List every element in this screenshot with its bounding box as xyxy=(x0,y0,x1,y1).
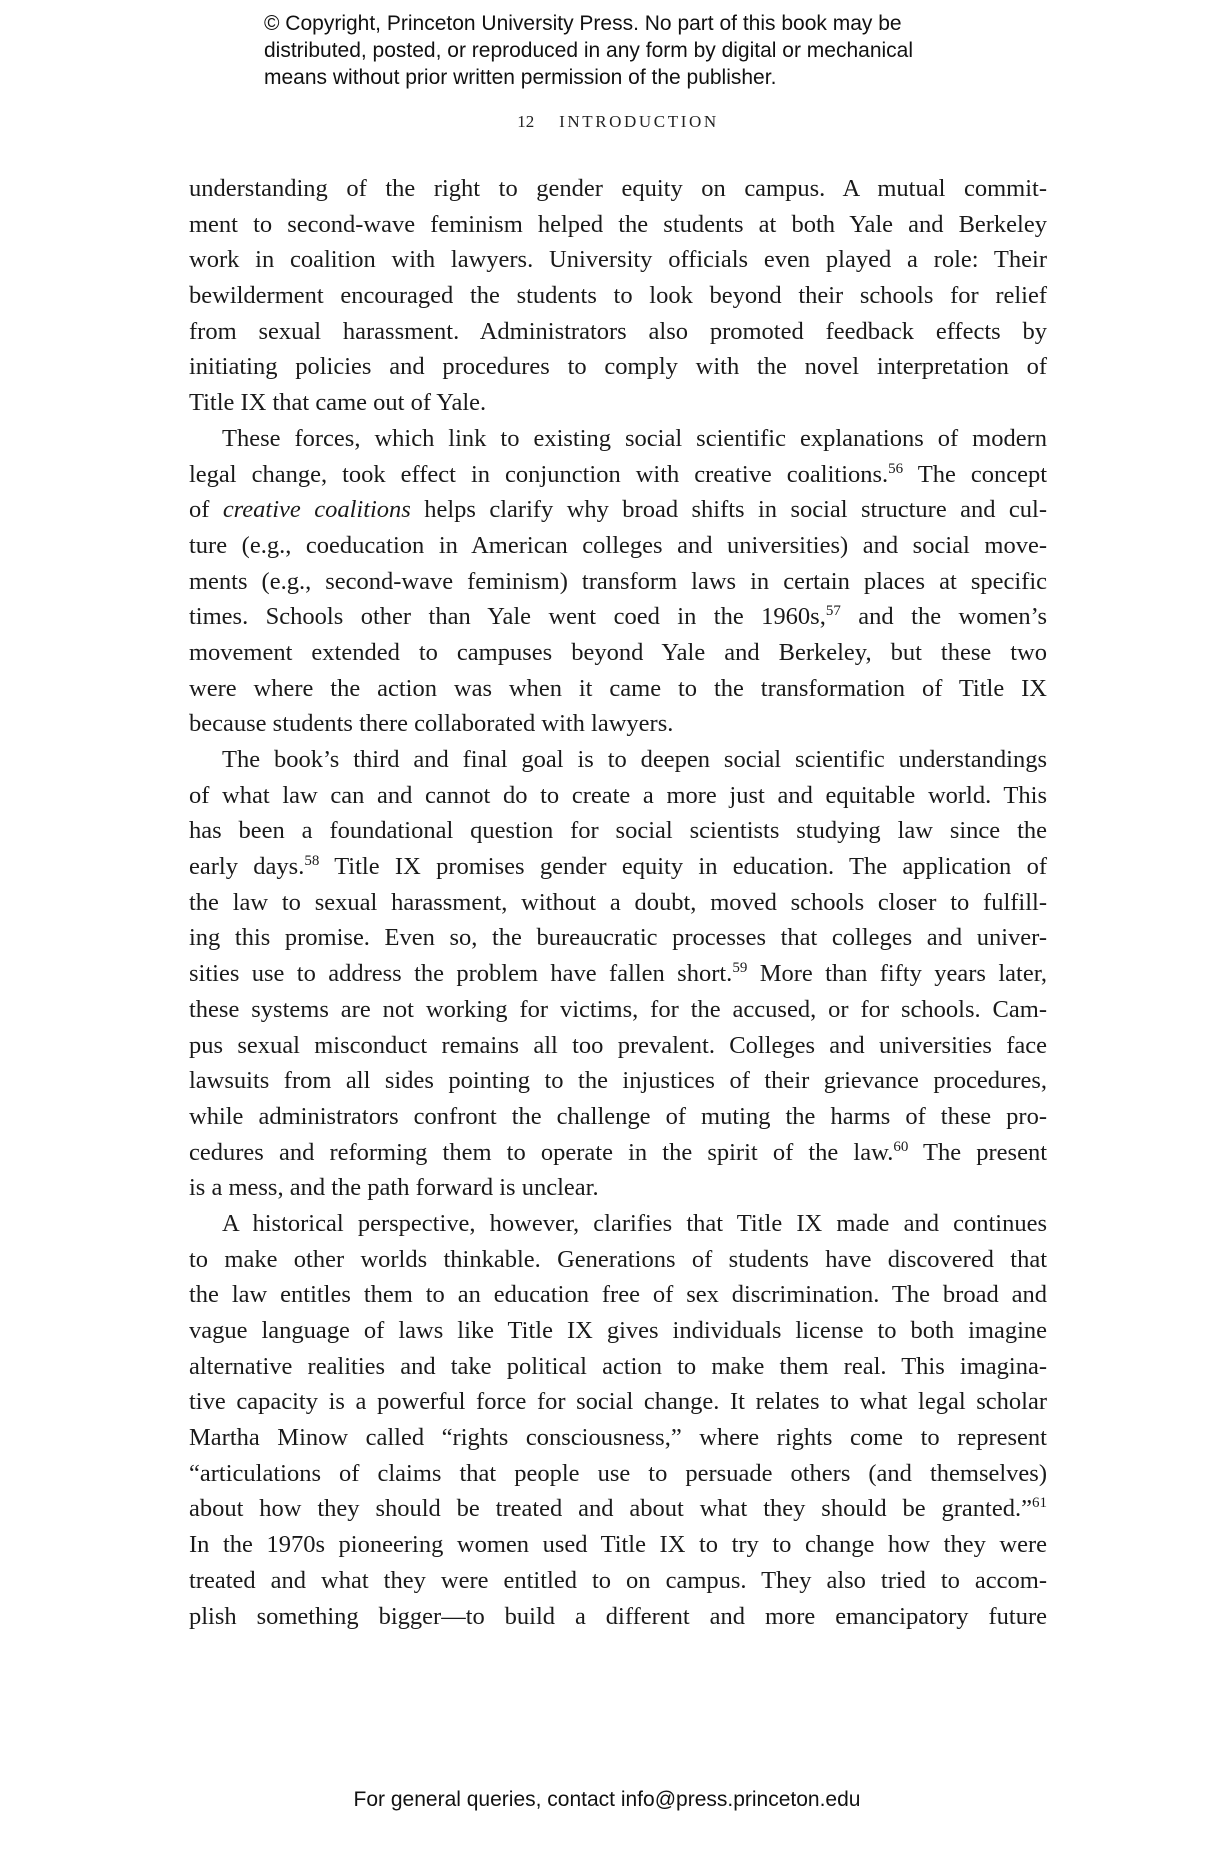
text-run: because students there collaborated with lawyers. xyxy=(189,710,674,738)
text-line xyxy=(189,278,1047,314)
text-run: Title IX promises gender equity in education. The application of xyxy=(319,853,1048,881)
text-line xyxy=(189,1170,1047,1206)
text-line xyxy=(189,1456,1047,1492)
footnote-ref: 57 xyxy=(825,603,841,620)
text-line xyxy=(189,171,1047,207)
copyright-line: © Copyright, Princeton University Press. No part of this book may be xyxy=(264,12,902,35)
text-run: plish something bigger—to build a different and more emancipatory future xyxy=(189,1602,1047,1630)
text-run: has been a foundational question for social scientists studying law since the xyxy=(189,817,1047,845)
text-run: is a mess, and the path forward is unclear. xyxy=(189,1174,599,1202)
text-line xyxy=(189,1420,1047,1456)
page-number: 12 xyxy=(517,112,535,131)
text-run: tive capacity is a powerful force for social change. It relates to what legal scholar xyxy=(189,1388,1047,1416)
footnote-ref: 56 xyxy=(888,460,904,477)
text-line xyxy=(189,1099,1047,1135)
text-line xyxy=(189,849,1047,885)
text-line xyxy=(189,1242,1047,1278)
text-run: and the women’s xyxy=(840,603,1047,631)
copyright-notice xyxy=(264,10,913,91)
text-run: The concept xyxy=(903,460,1047,488)
text-run: ture (e.g., coeducation in American colleges and universities) and social move- xyxy=(189,531,1047,559)
text-line xyxy=(189,956,1047,992)
text-line xyxy=(189,885,1047,921)
text-line xyxy=(189,242,1047,278)
text-line xyxy=(189,528,1047,564)
text-run: “articulations of claims that people use to persuade others (and themselves) xyxy=(189,1459,1047,1487)
text-line xyxy=(189,1599,1047,1635)
text-line xyxy=(189,1135,1047,1171)
footnote-ref: 60 xyxy=(893,1138,909,1155)
text-run: sities use to address the problem have fallen short. xyxy=(189,960,733,988)
text-line xyxy=(189,492,1047,528)
text-run: treated and what they were entitled to on campus. They also tried to accom- xyxy=(189,1566,1047,1594)
text-run: early days. xyxy=(189,853,305,881)
text-run: The present xyxy=(908,1138,1048,1166)
text-line xyxy=(189,1349,1047,1385)
footer-contact: For general queries, contact info@press.princeton.edu xyxy=(353,1788,861,1811)
text-line xyxy=(189,1563,1047,1599)
text-run: lawsuits from all sides pointing to the injustices of their grievance procedures, xyxy=(189,1067,1047,1095)
text-line xyxy=(189,314,1047,350)
text-line xyxy=(189,1277,1047,1313)
footnote-ref: 61 xyxy=(1032,1495,1047,1512)
text-run: helps clarify why broad shifts in social structure and cul- xyxy=(410,496,1047,524)
text-run: the law to sexual harassment, without a doubt, moved schools closer to fulfill- xyxy=(189,888,1047,916)
text-line xyxy=(189,635,1047,671)
text-run: to make other worlds thinkable. Generations of students have discovered that xyxy=(189,1245,1047,1273)
text-run: Martha Minow called “rights consciousness,” where rights come to represent xyxy=(189,1424,1047,1452)
text-line xyxy=(189,421,1047,457)
text-line xyxy=(189,778,1047,814)
paragraph xyxy=(189,1206,1047,1634)
chapter-title: INTRODUCTION xyxy=(559,112,719,131)
text-line xyxy=(189,992,1047,1028)
text-line xyxy=(189,385,1047,421)
text-run: of xyxy=(189,496,223,524)
italic-term: creative coalitions xyxy=(222,496,411,524)
text-line xyxy=(189,1206,1047,1242)
text-run: legal change, took effect in conjunction with creative coalitions. xyxy=(189,460,889,488)
copyright-line: distributed, posted, or reproduced in any form by digital or mechanical xyxy=(264,39,914,62)
text-run: These forces, which link to existing social scientific explanations of modern xyxy=(222,424,1047,452)
paragraph xyxy=(189,171,1047,421)
text-run: from sexual harassment. Administrators also promoted feedback effects by xyxy=(189,317,1047,345)
text-run: More than fifty years later, xyxy=(747,960,1047,988)
text-run: work in coalition with lawyers. University officials even played a role: Their xyxy=(189,246,1047,274)
text-run: vague language of laws like Title IX gives individuals license to both imagine xyxy=(189,1317,1047,1344)
text-line xyxy=(189,207,1047,243)
text-run: the law entitles them to an education free of sex discrimination. The broad and xyxy=(189,1281,1047,1309)
text-run: cedures and reforming them to operate in the spirit of the law. xyxy=(189,1138,894,1166)
text-run: bewilderment encouraged the students to look beyond their schools for relief xyxy=(189,282,1047,310)
text-line xyxy=(189,742,1047,778)
text-line xyxy=(189,1384,1047,1420)
text-line xyxy=(189,671,1047,707)
text-line xyxy=(189,813,1047,849)
paragraph xyxy=(189,421,1047,742)
text-line xyxy=(189,1313,1047,1349)
text-run: movement extended to campuses beyond Yale and Berkeley, but these two xyxy=(189,638,1047,666)
text-line xyxy=(189,564,1047,600)
text-run: were where the action was when it came to the transformation of Title IX xyxy=(189,674,1047,702)
text-line xyxy=(189,1028,1047,1064)
text-line xyxy=(189,349,1047,385)
text-run: pus sexual misconduct remains all too prevalent. Colleges and universities face xyxy=(189,1031,1047,1059)
paragraph xyxy=(189,742,1047,1206)
text-run: In the 1970s pioneering women used Title IX to try to change how they were xyxy=(189,1531,1047,1559)
footnote-ref: 58 xyxy=(304,853,320,870)
text-run: alternative realities and take political action to make them real. This imagina- xyxy=(189,1352,1047,1380)
text-run: of what law can and cannot do to create a more just and equitable world. This xyxy=(189,781,1047,809)
text-run: these systems are not working for victims, for the accused, or for schools. Cam- xyxy=(189,995,1047,1023)
text-run: ments (e.g., second-wave feminism) transform laws in certain places at specific xyxy=(189,567,1047,595)
text-run: ment to second-wave feminism helped the students at both Yale and Berkeley xyxy=(189,210,1047,238)
text-line xyxy=(189,1527,1047,1563)
text-run: The book’s third and final goal is to deepen social scientific understandings xyxy=(222,746,1047,773)
text-line xyxy=(189,457,1047,493)
footnote-ref: 59 xyxy=(732,960,748,977)
text-line xyxy=(189,706,1047,742)
text-line xyxy=(189,599,1047,635)
text-run: Title IX that came out of Yale. xyxy=(189,389,487,417)
text-run: understanding of the right to gender equity on campus. A mutual commit- xyxy=(189,175,1047,202)
text-line xyxy=(189,1491,1047,1527)
text-run: times. Schools other than Yale went coed in the 1960s, xyxy=(189,603,826,631)
text-line xyxy=(189,1063,1047,1099)
running-head xyxy=(0,112,1225,132)
text-run: while administrators confront the challenge of muting the harms of these pro- xyxy=(189,1102,1047,1130)
text-run: ing this promise. Even so, the bureaucratic processes that colleges and univer- xyxy=(189,924,1047,952)
text-run: initiating policies and procedures to comply with the novel interpretation of xyxy=(189,353,1047,381)
text-line xyxy=(189,920,1047,956)
copyright-line: means without prior written permission of the publisher. xyxy=(264,66,777,89)
body-text xyxy=(189,171,1047,1634)
text-run: A historical perspective, however, clarifies that Title IX made and continues xyxy=(222,1209,1047,1237)
text-run: about how they should be treated and about what they should be granted.” xyxy=(189,1495,1032,1523)
